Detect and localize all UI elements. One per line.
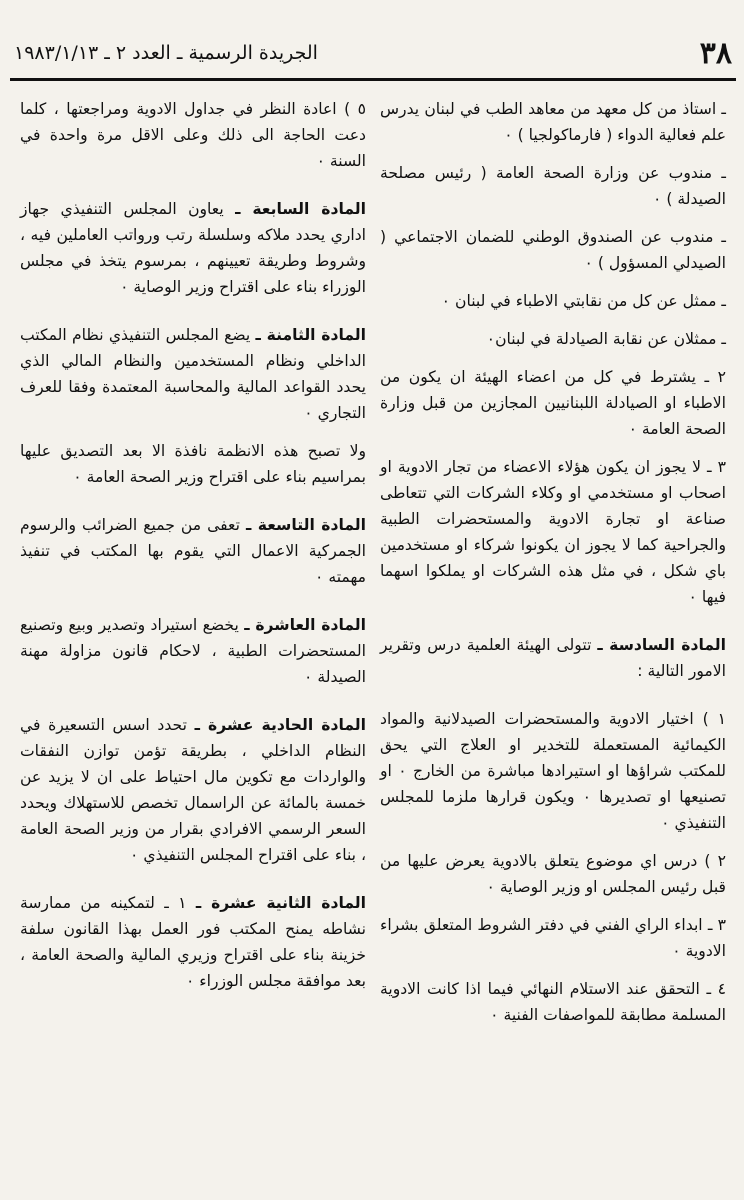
article-heading: المادة السابعة ـ [235, 200, 366, 218]
article-12 [20, 890, 366, 994]
clause-3: ٣ ـ لا يجوز ان يكون هؤلاء الاعضاء من تجار الادوية او اصحاب او مستخدمي او وكلاء الشركات التي تتعاطى صناعة او تجارة الادوية والمستحضرات الطبية والجراحية كما لا يجوز ان يكونوا شركاء او مستخدمين باي شكل ، في مثل هذه الشركات او يملكوا اسهما فيها ٠ [380, 458, 726, 606]
page-number: ٣٨ [699, 35, 732, 71]
member-item: ـ ممثلان عن نقابة الصيادلة في لبنان٠ [486, 330, 726, 348]
clause-2: ٢ ـ يشترط في كل من اعضاء الهيئة ان يكون من الاطباء او الصيادلة اللبنانيين المجازين من قبل وزارة الصحة العامة ٠ [380, 368, 726, 438]
article-text: يعاون المجلس التنفيذي جهاز اداري يحدد ملاكه وسلسلة رتب ورواتب العاملين فيه ، وشروط وطريقة تعيينهم ، بمرسوم يتخذ في مجلس الوزراء بناء على اقتراح وزير الوصاية ٠ [20, 200, 366, 296]
article-6-item-1: ١ ) اختيار الادوية والمستحضرات الصيدلانية والمواد الكيمائية المستعملة للتخدير او العلاج التي يحق للمكتب شراؤها او استيرادها مباشرة من الخارج ٠ او تصنيعها او تصديرها ٠ ويكون قرارها ملزما للمجلس التنفيذي ٠ [380, 710, 726, 832]
article-11 [20, 712, 366, 868]
article-9 [20, 512, 366, 590]
article-heading: المادة الثانية عشرة ـ [195, 894, 366, 912]
article-6 [380, 632, 726, 684]
article-6-item-3: ٣ ـ ابداء الراي الفني في دفتر الشروط المتعلق بشراء الادوية ٠ [380, 916, 726, 960]
running-head: الجريدة الرسمية ـ العدد ٢ ـ ١٩٨٣/١/١٣ [14, 42, 318, 64]
member-item: ـ مندوب عن وزارة الصحة العامة ( رئيس مصلحة الصيدلة ) ٠ [380, 164, 726, 208]
article-text: تحدد اسس التسعيرة في النظام الداخلي ، بطريقة تؤمن توازن النفقات والواردات مع تكوين مال احتياط على ان لا يزيد عن خمسة بالمائة عن الراسمال تخصص للاستهلاك ويحدد السعر الرسمي الافرادي بقرار من وزير الصحة العامة ، بناء على اقتراح المجلس التنفيذي ٠ [20, 716, 366, 864]
article-heading: المادة العاشرة ـ [244, 616, 366, 634]
left-column [20, 96, 366, 1006]
article-heading: المادة الثامنة ـ [255, 326, 366, 344]
header-rule [10, 78, 736, 81]
article-text: يضع المجلس التنفيذي نظام المكتب الداخلي ونظام المستخدمين والنظام المالي الذي يحدد القواعد المالية والمحاسبة المعتمدة وفقا للعرف التجاري ٠ [20, 326, 366, 422]
member-item: ـ ممثل عن كل من نقابتي الاطباء في لبنان ٠ [441, 292, 726, 310]
article-10 [20, 612, 366, 690]
article-heading: المادة السادسة ـ [597, 636, 727, 654]
article-8-continued [20, 438, 366, 490]
article-6-item-5: ٥ ) اعادة النظر في جداول الادوية ومراجعتها ، كلما دعت الحاجة الى ذلك وعلى الاقل مرة واحدة في السنة ٠ [20, 100, 366, 170]
member-item: ـ استاذ من كل معهد من معاهد الطب في لبنان يدرس علم فعالية الدواء ( فارماكولجيا ) ٠ [380, 100, 726, 144]
article-text: يخضع استيراد وتصدير وبيع وتصنيع المستحضرات الطبية ، لاحكام قانون مزاولة مهنة الصيدلة ٠ [20, 616, 366, 686]
article-heading: المادة الحادية عشرة ـ [194, 716, 367, 734]
right-column [380, 96, 726, 1040]
article-text: تتولى الهيئة العلمية درس وتقرير الامور التالية : [380, 636, 726, 680]
article-text: تعفى من جميع الضرائب والرسوم الجمركية الاعمال التي يقوم بها المكتب في تنفيذ مهمته ٠ [20, 516, 366, 586]
article-text: ولا تصبح هذه الانظمة نافذة الا بعد التصديق عليها بمراسيم بناء على اقتراح وزير الصحة العامة ٠ [20, 442, 366, 486]
article-6-item-2: ٢ ) درس اي موضوع يتعلق بالادوية يعرض عليها من قبل رئيس المجلس او وزير الوصاية ٠ [380, 852, 726, 896]
article-text: ١ ـ لتمكينه من ممارسة نشاطه يمنح المكتب فور العمل بهذا القانون سلفة خزينة بناء على اقتراح وزيري المالية والصحة العامة ، بعد موافقة مجلس الوزراء ٠ [20, 894, 366, 990]
page-header [14, 36, 732, 70]
member-item: ـ مندوب عن الصندوق الوطني للضمان الاجتماعي ( الصيدلي المسؤول ) ٠ [380, 228, 726, 272]
article-8 [20, 322, 366, 426]
article-6-item-4: ٤ ـ التحقق عند الاستلام النهائي فيما اذا كانت الادوية المسلمة مطابقة للمواصفات الفنية ٠ [380, 980, 726, 1024]
article-7 [20, 196, 366, 300]
article-heading: المادة التاسعة ـ [245, 516, 367, 534]
